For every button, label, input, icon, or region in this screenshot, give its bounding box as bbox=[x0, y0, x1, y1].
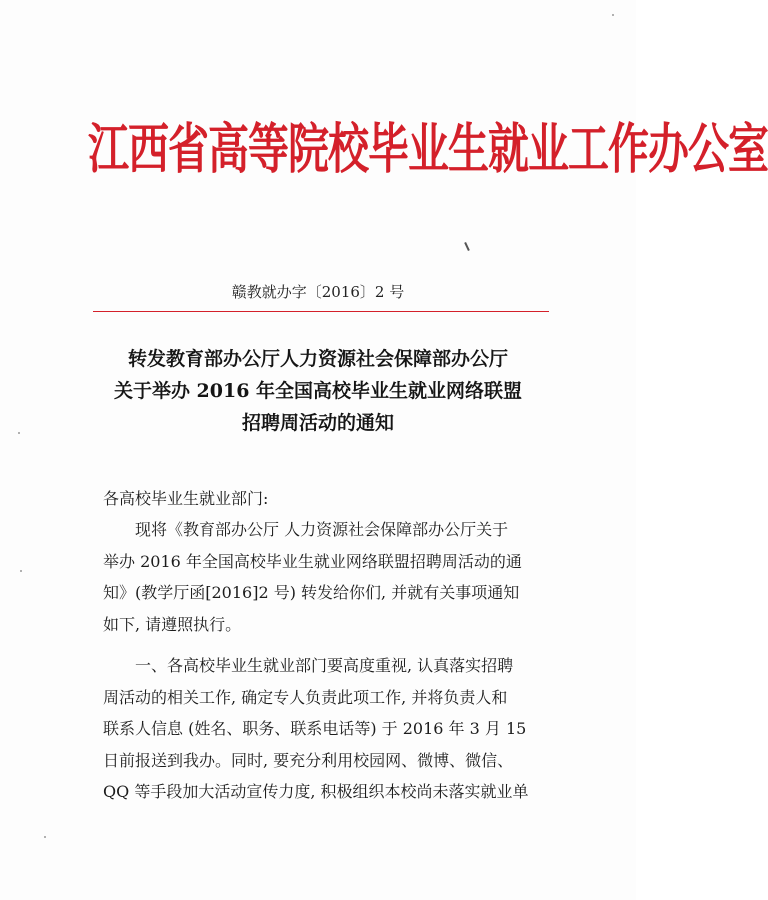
paragraph-line: 一、各高校毕业生就业部门要高度重视, 认真落实招聘 bbox=[135, 656, 514, 675]
paragraph-item-one bbox=[103, 650, 553, 808]
paragraph-line: 日前报送到我办。同时, 要充分利用校园网、微博、微信、 bbox=[103, 750, 514, 770]
scan-mark bbox=[464, 242, 470, 251]
salutation: 各高校毕业生就业部门: bbox=[103, 489, 269, 508]
paragraph-forwarding-notice bbox=[103, 514, 553, 640]
paragraph-line: 周活动的相关工作, 确定专人负责此项工作, 并将负责人和 bbox=[103, 687, 508, 707]
scan-speck bbox=[20, 570, 22, 572]
title-line-2: 关于举办 2016 年全国高校毕业生就业网络联盟 bbox=[113, 380, 523, 402]
paragraph-line: 知》(教学厅函[2016]2 号) 转发给你们, 并就有关事项通知 bbox=[103, 583, 520, 602]
title-line-3: 招聘周活动的通知 bbox=[241, 412, 394, 434]
paragraph-line: 联系人信息 (姓名、职务、联系电话等) 于 2016 年 3 月 15 bbox=[103, 719, 527, 738]
document-number: 赣教就办字〔2016〕2 号 bbox=[231, 283, 405, 301]
paragraph-line: 现将《教育部办公厅 人力资源社会保障部办公厅关于 bbox=[135, 520, 509, 539]
issuing-organization-header: 江西省高等院校毕业生就业工作办公室 bbox=[88, 117, 768, 181]
scan-speck bbox=[612, 14, 614, 16]
document-title bbox=[0, 343, 636, 439]
paragraph-line: QQ 等手段加大活动宣传力度, 积极组织本校尚未落实就业单 bbox=[103, 782, 529, 801]
red-separator-line bbox=[93, 311, 549, 312]
title-line-1: 转发教育部办公厅人力资源社会保障部办公厅 bbox=[127, 348, 508, 370]
scan-speck bbox=[44, 836, 46, 838]
paragraph-line: 举办 2016 年全国高校毕业生就业网络联盟招聘周活动的通 bbox=[103, 551, 522, 571]
paragraph-line: 如下, 请遵照执行。 bbox=[103, 614, 242, 634]
